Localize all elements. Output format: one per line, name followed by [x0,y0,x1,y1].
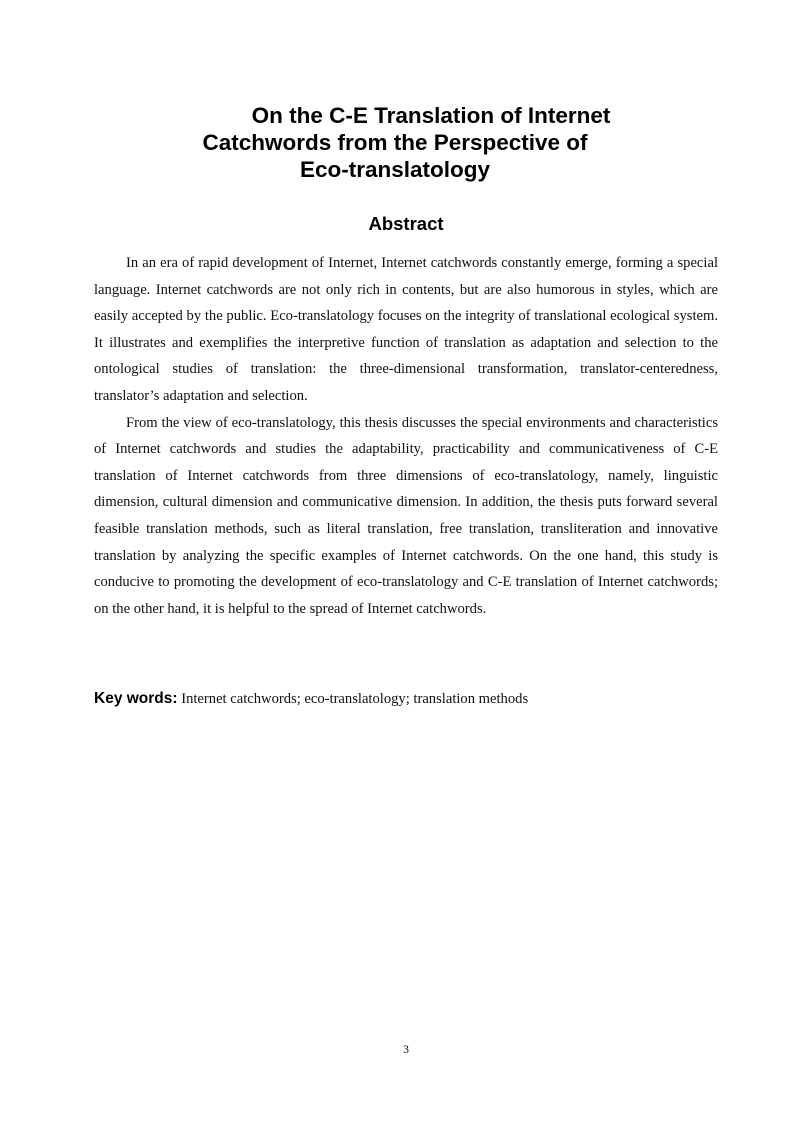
title-line-3: Eco-translatology [299,157,491,182]
title-line-1: On the C-E Translation of Internet [251,103,611,128]
abstract-heading: Abstract [368,213,444,234]
abstract-paragraph-1: In an era of rapid development of Internet, Internet catchwords constantly emerge, forming a special language. Internet catchwords are not only rich in contents, but are also humorous in styles, which are easily accepted by the public. Eco-translatology focuses on the integrity of translational ecological system. It illustrates and exemplifies the interpretive function of translation as adaptation and selection to the ontological studies of translation: the three-dimensional transformation, translator-centeredness, translator’s adaptation and selection. [94,255,718,404]
paper-title [150,102,670,183]
page-number: 3 [403,1042,409,1056]
keywords-label: Key words: [94,690,178,707]
abstract-paragraph-2: From the view of eco-translatology, this thesis discusses the special environments and characteristics of Internet catchwords and studies the adaptability, practicability and communicativeness of C-E translation of Internet catchwords from three dimensions of eco-translatology, namely, linguistic dimension, cultural dimension and communicative dimension. In addition, the thesis puts forward several feasible translation methods, such as literal translation, free translation, transliteration and innovative translation by analyzing the specific examples of Internet catchwords. On the one hand, this study is conducive to promoting the development of eco-translatology and C-E translation of Internet catchwords; on the other hand, it is helpful to the spread of Internet catchwords. [94,414,718,617]
abstract-body [94,250,718,622]
keywords-value: Internet catchwords; eco-translatology; translation methods [181,691,529,707]
keywords-line [94,686,718,712]
title-line-2: Catchwords from the Perspective of [202,130,588,155]
